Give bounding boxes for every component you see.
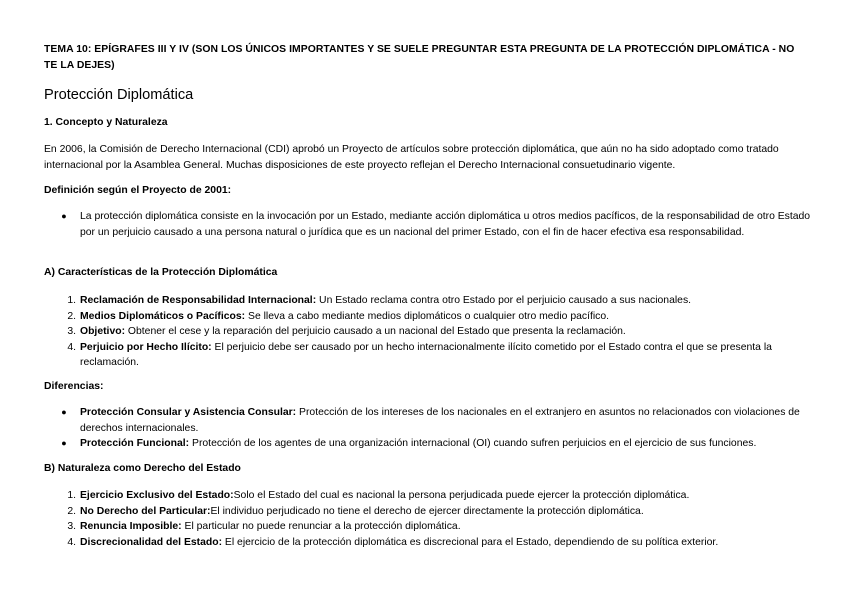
list-item-term: Discrecionalidad del Estado:	[80, 536, 223, 548]
document-title: TEMA 10: EPÍGRAFES III Y IV (SON LOS ÚNICOS IMPORTANTES Y SE SUELE PREGUNTAR ESTA PREGUNTA DE LA PROTECCIÓN DIPLOMÁTICA - NO TE LA DEJES)	[44, 44, 795, 71]
list-item	[44, 488, 814, 504]
list-item-text: El particular no puede renunciar a la protección diplomática.	[181, 521, 461, 532]
bullet-icon: ●	[61, 211, 67, 221]
list-item	[44, 436, 814, 452]
list-item-text: Solo el Estado del cual es nacional la persona perjudicada puede ejercer la protección diplomática.	[233, 490, 690, 501]
list-item-text: La protección diplomática consiste en la invocación por un Estado, mediante acción diplomática u otros medios pacíficos, de la responsabilidad de otro Estado por un perjuicio causado a una persona natural o jurídica que es un nacional del primer Estado, con el fin de hacer efectiva esa responsabilidad.	[80, 211, 811, 238]
list-item-text: El ejercicio de la protección diplomática es discrecional para el Estado, dependiendo de su política exterior.	[222, 536, 719, 548]
list-item-term: Reclamación de Responsabilidad Internacional:	[80, 295, 317, 306]
bullet-icon: ●	[61, 407, 67, 417]
caracteristicas-list	[44, 293, 814, 371]
main-heading: Protección Diplomática	[44, 87, 194, 103]
definition-list	[44, 209, 814, 240]
list-number: 2.	[67, 310, 76, 322]
list-item	[44, 293, 814, 309]
list-item	[44, 340, 814, 371]
list-item	[44, 309, 814, 325]
list-item	[44, 504, 814, 520]
list-number: 4.	[67, 536, 76, 548]
list-item	[44, 209, 814, 240]
list-item-term: Protección Consular y Asistencia Consular:	[80, 407, 297, 418]
list-number: 1.	[67, 295, 76, 306]
list-item	[44, 324, 814, 340]
list-item-text: Un Estado reclama contra otro Estado por el perjuicio causado a sus nacionales.	[316, 295, 692, 306]
list-item-text: Protección de los intereses de los nacionales en el extranjero en asuntos no relacionados con violaciones de derechos internacionales.	[80, 407, 800, 434]
list-item-text: Obtener el cese y la reparación del perjuicio causado a un nacional del Estado que presenta la reclamación.	[125, 326, 626, 337]
section-heading-concepto: 1. Concepto y Naturaleza	[44, 117, 168, 128]
list-item-term: Renuncia Imposible:	[80, 521, 182, 532]
list-item-term: Medios Diplomáticos o Pacíficos:	[80, 310, 246, 322]
section-heading-caracteristicas: A) Características de la Protección Diplomática	[44, 267, 278, 278]
list-number: 2.	[67, 505, 76, 517]
list-number: 1.	[67, 490, 76, 501]
list-number: 3.	[67, 326, 76, 337]
diferencias-list	[44, 405, 814, 452]
list-item-term: No Derecho del Particular:	[80, 505, 211, 517]
section-heading-naturaleza: B) Naturaleza como Derecho del Estado	[44, 463, 241, 474]
list-item-term: Protección Funcional:	[80, 438, 190, 449]
list-number: 3.	[67, 521, 76, 532]
list-number: 4.	[67, 341, 76, 353]
list-item	[44, 535, 814, 551]
list-item-text: Se lleva a cabo mediante medios diplomáticos o cualquier otro medio pacífico.	[245, 310, 610, 322]
bullet-icon: ●	[61, 438, 67, 448]
intro-paragraph: En 2006, la Comisión de Derecho Internacional (CDI) aprobó un Proyecto de artículos sobre protección diplomática, que aún no ha sido adoptado como tratado internacional por la Asamblea General. Muchas disposiciones de este proyecto reflejan el Derecho Internacional consuetudinario vigente.	[44, 144, 779, 171]
list-item-term: Ejercicio Exclusivo del Estado:	[80, 490, 234, 501]
list-item-text: El individuo perjudicado no tiene el derecho de ejercer directamente la protección diplomática.	[210, 505, 644, 517]
definition-heading: Definición según el Proyecto de 2001:	[44, 185, 232, 196]
list-item-term: Objetivo:	[80, 326, 126, 337]
list-item-text: Protección de los agentes de una organización internacional (OI) cuando sufren perjuicios en el ejercicio de sus funciones.	[189, 438, 757, 449]
naturaleza-list	[44, 488, 814, 550]
list-item	[44, 405, 814, 436]
list-item-text: El perjuicio debe ser causado por un hecho internacionalmente ilícito cometido por el Estado contra el que se presenta la reclamación.	[80, 341, 772, 368]
section-heading-diferencias: Diferencias:	[44, 381, 104, 392]
list-item-term: Perjuicio por Hecho Ilícito:	[80, 341, 212, 353]
list-item	[44, 519, 814, 535]
